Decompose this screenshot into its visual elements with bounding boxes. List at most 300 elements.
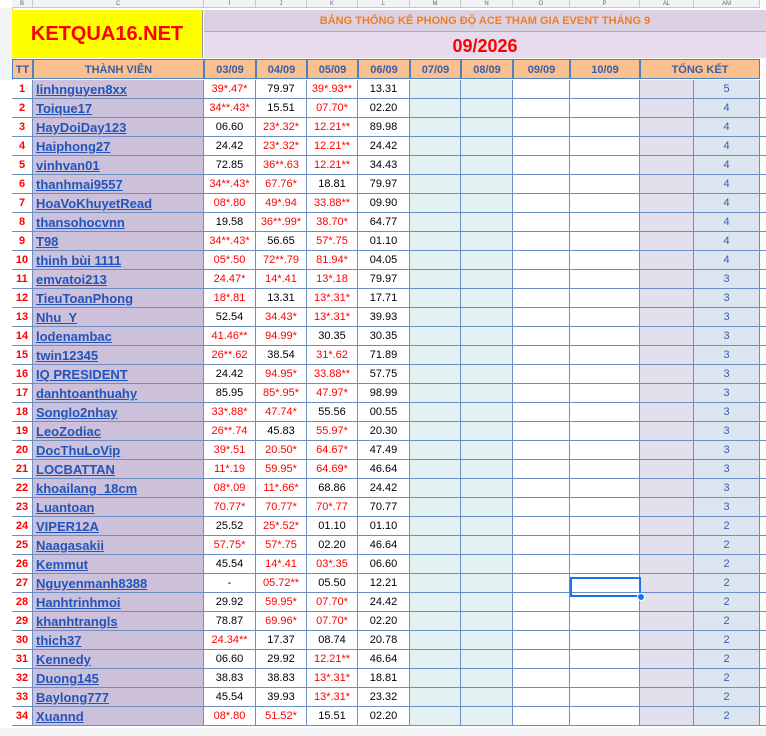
row-number[interactable]: 31 (12, 650, 33, 669)
result-cell[interactable]: 46.64 (358, 650, 410, 669)
result-cell[interactable]: 51.52* (256, 707, 307, 726)
empty-cell[interactable] (410, 688, 461, 707)
empty-cell[interactable] (513, 631, 570, 650)
empty-cell[interactable] (461, 403, 513, 422)
empty-cell[interactable] (461, 346, 513, 365)
result-cell[interactable]: 24.42 (358, 137, 410, 156)
total-spacer-cell[interactable] (640, 574, 694, 593)
empty-cell[interactable] (570, 612, 640, 631)
total-score-cell[interactable]: 4 (694, 194, 760, 213)
empty-cell[interactable] (570, 156, 640, 175)
result-cell[interactable]: 33*.88* (204, 403, 256, 422)
result-cell[interactable]: 24.42 (358, 479, 410, 498)
total-score-cell[interactable]: 4 (694, 213, 760, 232)
empty-cell[interactable] (570, 175, 640, 194)
result-cell[interactable]: 08*.09 (204, 479, 256, 498)
row-number[interactable]: 12 (12, 289, 33, 308)
total-score-cell[interactable]: 2 (694, 707, 760, 726)
total-spacer-cell[interactable] (640, 365, 694, 384)
result-cell[interactable]: 39*.93** (307, 80, 358, 99)
result-cell[interactable]: 46.64 (358, 536, 410, 555)
empty-cell[interactable] (461, 669, 513, 688)
result-cell[interactable]: 36**.99* (256, 213, 307, 232)
empty-cell[interactable] (461, 441, 513, 460)
result-cell[interactable]: 06.60 (204, 650, 256, 669)
result-cell[interactable]: 39*.51 (204, 441, 256, 460)
result-cell[interactable]: 34**.43* (204, 232, 256, 251)
empty-cell[interactable] (570, 441, 640, 460)
empty-cell[interactable] (410, 384, 461, 403)
result-cell[interactable]: 34**.43* (204, 175, 256, 194)
total-score-cell[interactable]: 3 (694, 403, 760, 422)
total-score-cell[interactable]: 3 (694, 479, 760, 498)
result-cell[interactable]: 30.35 (358, 327, 410, 346)
result-cell[interactable]: 64.77 (358, 213, 410, 232)
empty-cell[interactable] (570, 555, 640, 574)
empty-cell[interactable] (513, 175, 570, 194)
header-date[interactable]: 09/09 (513, 59, 570, 79)
row-number[interactable]: 28 (12, 593, 33, 612)
horizontal-scrollbar[interactable] (0, 728, 766, 736)
total-score-cell[interactable]: 2 (694, 688, 760, 707)
empty-cell[interactable] (461, 270, 513, 289)
total-score-cell[interactable]: 2 (694, 669, 760, 688)
result-cell[interactable]: 18*.81 (204, 289, 256, 308)
column-letter[interactable]: P (570, 0, 640, 8)
column-letter[interactable]: O (513, 0, 570, 8)
row-number[interactable]: 13 (12, 308, 33, 327)
result-cell[interactable]: 05.72** (256, 574, 307, 593)
total-score-cell[interactable]: 2 (694, 650, 760, 669)
result-cell[interactable]: 45.54 (204, 688, 256, 707)
header-date[interactable]: 05/09 (307, 59, 358, 79)
member-name-link[interactable]: thanhmai9557 (33, 175, 204, 194)
member-name-link[interactable]: Songlo2nhay (33, 403, 204, 422)
empty-cell[interactable] (570, 517, 640, 536)
result-cell[interactable]: 03*.35 (307, 555, 358, 574)
result-cell[interactable]: 20.78 (358, 631, 410, 650)
total-score-cell[interactable]: 3 (694, 327, 760, 346)
total-score-cell[interactable]: 2 (694, 631, 760, 650)
empty-cell[interactable] (461, 213, 513, 232)
result-cell[interactable]: 02.20 (358, 707, 410, 726)
empty-cell[interactable] (570, 365, 640, 384)
empty-cell[interactable] (410, 118, 461, 137)
row-number[interactable]: 20 (12, 441, 33, 460)
empty-cell[interactable] (410, 137, 461, 156)
empty-cell[interactable] (410, 479, 461, 498)
empty-cell[interactable] (410, 422, 461, 441)
result-cell[interactable]: 70.77* (256, 498, 307, 517)
result-cell[interactable]: 14*.41 (256, 555, 307, 574)
result-cell[interactable]: 12.21 (358, 574, 410, 593)
column-letter[interactable]: AL (640, 0, 694, 8)
empty-cell[interactable] (461, 650, 513, 669)
result-cell[interactable]: 79.97 (358, 175, 410, 194)
member-name-link[interactable]: linhnguyen8xx (33, 80, 204, 99)
result-cell[interactable]: 20.30 (358, 422, 410, 441)
total-spacer-cell[interactable] (640, 403, 694, 422)
result-cell[interactable]: 02.20 (307, 536, 358, 555)
empty-cell[interactable] (410, 175, 461, 194)
empty-cell[interactable] (513, 194, 570, 213)
result-cell[interactable]: 70.77* (204, 498, 256, 517)
total-score-cell[interactable]: 3 (694, 498, 760, 517)
member-name-link[interactable]: Xuannd (33, 707, 204, 726)
result-cell[interactable]: 59.95* (256, 593, 307, 612)
total-spacer-cell[interactable] (640, 251, 694, 270)
result-cell[interactable]: 23.32 (358, 688, 410, 707)
result-cell[interactable]: 24.42 (204, 137, 256, 156)
result-cell[interactable]: 12.21** (307, 650, 358, 669)
row-number[interactable]: 7 (12, 194, 33, 213)
total-spacer-cell[interactable] (640, 479, 694, 498)
total-spacer-cell[interactable] (640, 593, 694, 612)
empty-cell[interactable] (513, 593, 570, 612)
empty-cell[interactable] (461, 612, 513, 631)
result-cell[interactable]: 01.10 (358, 517, 410, 536)
fill-handle[interactable] (637, 593, 645, 601)
empty-cell[interactable] (461, 631, 513, 650)
member-name-link[interactable]: T98 (33, 232, 204, 251)
empty-cell[interactable] (570, 327, 640, 346)
column-letter[interactable]: C (33, 0, 204, 8)
empty-cell[interactable] (570, 669, 640, 688)
empty-cell[interactable] (570, 346, 640, 365)
row-number[interactable]: 17 (12, 384, 33, 403)
row-number[interactable]: 29 (12, 612, 33, 631)
member-name-link[interactable]: VIPER12A (33, 517, 204, 536)
total-score-cell[interactable]: 4 (694, 118, 760, 137)
empty-cell[interactable] (461, 593, 513, 612)
empty-cell[interactable] (461, 99, 513, 118)
header-date[interactable]: 04/09 (256, 59, 307, 79)
column-letter[interactable]: J (256, 0, 307, 8)
result-cell[interactable]: 24.34** (204, 631, 256, 650)
member-name-link[interactable]: DocThuLoVip (33, 441, 204, 460)
total-spacer-cell[interactable] (640, 137, 694, 156)
empty-cell[interactable] (461, 707, 513, 726)
empty-cell[interactable] (513, 384, 570, 403)
member-name-link[interactable]: Kemmut (33, 555, 204, 574)
row-number[interactable]: 30 (12, 631, 33, 650)
total-spacer-cell[interactable] (640, 327, 694, 346)
total-spacer-cell[interactable] (640, 707, 694, 726)
empty-cell[interactable] (513, 308, 570, 327)
member-name-link[interactable]: Naagasakii (33, 536, 204, 555)
result-cell[interactable]: 68.86 (307, 479, 358, 498)
result-cell[interactable]: 45.83 (256, 422, 307, 441)
header-date[interactable]: 10/09 (570, 59, 640, 79)
result-cell[interactable]: 79.97 (256, 80, 307, 99)
empty-cell[interactable] (410, 251, 461, 270)
column-letter[interactable]: M (410, 0, 461, 8)
total-score-cell[interactable]: 3 (694, 346, 760, 365)
empty-cell[interactable] (410, 631, 461, 650)
empty-cell[interactable] (513, 137, 570, 156)
empty-cell[interactable] (513, 460, 570, 479)
row-number[interactable]: 14 (12, 327, 33, 346)
result-cell[interactable]: 55.56 (307, 403, 358, 422)
column-letter[interactable]: AM (694, 0, 760, 8)
result-cell[interactable]: 20.50* (256, 441, 307, 460)
empty-cell[interactable] (410, 555, 461, 574)
result-cell[interactable]: 38.83 (204, 669, 256, 688)
result-cell[interactable]: 94.99* (256, 327, 307, 346)
empty-cell[interactable] (513, 422, 570, 441)
result-cell[interactable]: 38.54 (256, 346, 307, 365)
result-cell[interactable]: 17.71 (358, 289, 410, 308)
row-number[interactable]: 9 (12, 232, 33, 251)
empty-cell[interactable] (570, 251, 640, 270)
result-cell[interactable]: 26**.74 (204, 422, 256, 441)
empty-cell[interactable] (410, 194, 461, 213)
column-letter[interactable]: N (461, 0, 513, 8)
member-name-link[interactable]: Hanhtrinhmoi (33, 593, 204, 612)
row-number[interactable]: 5 (12, 156, 33, 175)
total-spacer-cell[interactable] (640, 384, 694, 403)
row-number[interactable]: 24 (12, 517, 33, 536)
member-name-link[interactable]: emvatoi213 (33, 270, 204, 289)
result-cell[interactable]: 13*.31* (307, 669, 358, 688)
result-cell[interactable]: 81.94* (307, 251, 358, 270)
header-date[interactable]: 03/09 (204, 59, 256, 79)
member-name-link[interactable]: LeoZodiac (33, 422, 204, 441)
empty-cell[interactable] (513, 688, 570, 707)
header-member[interactable]: THÀNH VIÊN (33, 59, 204, 79)
empty-cell[interactable] (461, 232, 513, 251)
header-date[interactable]: 06/09 (358, 59, 410, 79)
empty-cell[interactable] (513, 80, 570, 99)
result-cell[interactable]: 00.55 (358, 403, 410, 422)
total-score-cell[interactable]: 3 (694, 384, 760, 403)
empty-cell[interactable] (513, 536, 570, 555)
result-cell[interactable]: 33.88** (307, 365, 358, 384)
result-cell[interactable]: 25*.52* (256, 517, 307, 536)
empty-cell[interactable] (461, 289, 513, 308)
empty-cell[interactable] (570, 479, 640, 498)
total-spacer-cell[interactable] (640, 422, 694, 441)
member-name-link[interactable]: LOCBATTAN (33, 460, 204, 479)
result-cell[interactable]: 47.97* (307, 384, 358, 403)
result-cell[interactable]: 01.10 (307, 517, 358, 536)
row-number[interactable]: 10 (12, 251, 33, 270)
result-cell[interactable]: 45.54 (204, 555, 256, 574)
empty-cell[interactable] (410, 232, 461, 251)
member-name-link[interactable]: HayDoiDay123 (33, 118, 204, 137)
result-cell[interactable]: 01.10 (358, 232, 410, 251)
empty-cell[interactable] (461, 555, 513, 574)
empty-cell[interactable] (570, 308, 640, 327)
empty-cell[interactable] (461, 118, 513, 137)
empty-cell[interactable] (410, 574, 461, 593)
empty-cell[interactable] (461, 80, 513, 99)
total-spacer-cell[interactable] (640, 194, 694, 213)
result-cell[interactable]: 38.70* (307, 213, 358, 232)
result-cell[interactable]: 11*.66* (256, 479, 307, 498)
result-cell[interactable]: 30.35 (307, 327, 358, 346)
result-cell[interactable]: 57*.75 (256, 536, 307, 555)
result-cell[interactable]: 85*.95* (256, 384, 307, 403)
result-cell[interactable]: 57*.75 (307, 232, 358, 251)
result-cell[interactable]: 71.89 (358, 346, 410, 365)
row-number[interactable]: 32 (12, 669, 33, 688)
result-cell[interactable]: 89.98 (358, 118, 410, 137)
row-number[interactable]: 16 (12, 365, 33, 384)
row-number[interactable]: 1 (12, 80, 33, 99)
row-number[interactable]: 23 (12, 498, 33, 517)
total-spacer-cell[interactable] (640, 517, 694, 536)
result-cell[interactable]: 72.85 (204, 156, 256, 175)
total-spacer-cell[interactable] (640, 213, 694, 232)
empty-cell[interactable] (461, 460, 513, 479)
result-cell[interactable]: 47.74* (256, 403, 307, 422)
result-cell[interactable]: 78.87 (204, 612, 256, 631)
empty-cell[interactable] (410, 536, 461, 555)
result-cell[interactable]: 12.21** (307, 118, 358, 137)
empty-cell[interactable] (570, 232, 640, 251)
result-cell[interactable]: 69.96* (256, 612, 307, 631)
result-cell[interactable]: 39.93 (358, 308, 410, 327)
empty-cell[interactable] (410, 156, 461, 175)
member-name-link[interactable]: thansohocvnn (33, 213, 204, 232)
empty-cell[interactable] (570, 137, 640, 156)
member-name-link[interactable]: twin12345 (33, 346, 204, 365)
row-number[interactable]: 33 (12, 688, 33, 707)
result-cell[interactable]: 06.60 (204, 118, 256, 137)
total-spacer-cell[interactable] (640, 156, 694, 175)
empty-cell[interactable] (570, 536, 640, 555)
row-number[interactable]: 11 (12, 270, 33, 289)
empty-cell[interactable] (461, 137, 513, 156)
member-name-link[interactable]: Toique17 (33, 99, 204, 118)
total-score-cell[interactable]: 2 (694, 536, 760, 555)
total-score-cell[interactable]: 3 (694, 365, 760, 384)
empty-cell[interactable] (461, 251, 513, 270)
row-number[interactable]: 3 (12, 118, 33, 137)
empty-cell[interactable] (513, 650, 570, 669)
empty-cell[interactable] (410, 365, 461, 384)
empty-cell[interactable] (513, 574, 570, 593)
empty-cell[interactable] (513, 156, 570, 175)
total-spacer-cell[interactable] (640, 118, 694, 137)
empty-cell[interactable] (570, 80, 640, 99)
empty-cell[interactable] (461, 384, 513, 403)
empty-cell[interactable] (461, 365, 513, 384)
empty-cell[interactable] (513, 99, 570, 118)
total-spacer-cell[interactable] (640, 536, 694, 555)
empty-cell[interactable] (461, 574, 513, 593)
member-name-link[interactable]: Nhu_Y (33, 308, 204, 327)
result-cell[interactable]: 24.47* (204, 270, 256, 289)
empty-cell[interactable] (410, 612, 461, 631)
result-cell[interactable]: 70.77 (358, 498, 410, 517)
header-date[interactable]: 08/09 (461, 59, 513, 79)
result-cell[interactable]: 13*.31* (307, 688, 358, 707)
empty-cell[interactable] (410, 441, 461, 460)
result-cell[interactable]: 67.76* (256, 175, 307, 194)
result-cell[interactable]: 94.95* (256, 365, 307, 384)
empty-cell[interactable] (570, 118, 640, 137)
total-spacer-cell[interactable] (640, 175, 694, 194)
empty-cell[interactable] (461, 517, 513, 536)
empty-cell[interactable] (410, 346, 461, 365)
row-number[interactable]: 25 (12, 536, 33, 555)
empty-cell[interactable] (513, 498, 570, 517)
member-name-link[interactable]: thich37 (33, 631, 204, 650)
total-spacer-cell[interactable] (640, 631, 694, 650)
total-spacer-cell[interactable] (640, 80, 694, 99)
empty-cell[interactable] (570, 270, 640, 289)
total-spacer-cell[interactable] (640, 460, 694, 479)
empty-cell[interactable] (410, 327, 461, 346)
result-cell[interactable]: 57.75 (358, 365, 410, 384)
result-cell[interactable]: 36**.63 (256, 156, 307, 175)
row-number[interactable]: 6 (12, 175, 33, 194)
column-letter[interactable]: L (358, 0, 410, 8)
result-cell[interactable]: 33.88** (307, 194, 358, 213)
empty-cell[interactable] (410, 270, 461, 289)
total-score-cell[interactable]: 3 (694, 289, 760, 308)
empty-cell[interactable] (570, 403, 640, 422)
empty-cell[interactable] (461, 175, 513, 194)
result-cell[interactable]: 72**.79 (256, 251, 307, 270)
empty-cell[interactable] (410, 460, 461, 479)
empty-cell[interactable] (410, 213, 461, 232)
total-spacer-cell[interactable] (640, 441, 694, 460)
result-cell[interactable]: 13*.18 (307, 270, 358, 289)
empty-cell[interactable] (461, 194, 513, 213)
result-cell[interactable]: 18.81 (358, 669, 410, 688)
total-spacer-cell[interactable] (640, 99, 694, 118)
empty-cell[interactable] (461, 156, 513, 175)
empty-cell[interactable] (513, 707, 570, 726)
empty-cell[interactable] (513, 346, 570, 365)
total-score-cell[interactable]: 4 (694, 99, 760, 118)
empty-cell[interactable] (513, 669, 570, 688)
result-cell[interactable]: 19.58 (204, 213, 256, 232)
result-cell[interactable]: 07.70* (307, 612, 358, 631)
empty-cell[interactable] (513, 289, 570, 308)
result-cell[interactable]: 24.42 (358, 593, 410, 612)
result-cell[interactable]: 98.99 (358, 384, 410, 403)
result-cell[interactable]: 39*.47* (204, 80, 256, 99)
empty-cell[interactable] (513, 441, 570, 460)
result-cell[interactable]: 79.97 (358, 270, 410, 289)
empty-cell[interactable] (513, 232, 570, 251)
empty-cell[interactable] (410, 80, 461, 99)
total-score-cell[interactable]: 3 (694, 270, 760, 289)
empty-cell[interactable] (461, 536, 513, 555)
empty-cell[interactable] (570, 688, 640, 707)
result-cell[interactable]: 18.81 (307, 175, 358, 194)
result-cell[interactable]: 06.60 (358, 555, 410, 574)
result-cell[interactable]: 07.70* (307, 99, 358, 118)
empty-cell[interactable] (461, 308, 513, 327)
header-date[interactable]: 07/09 (410, 59, 461, 79)
empty-cell[interactable] (461, 327, 513, 346)
result-cell[interactable]: 29.92 (204, 593, 256, 612)
result-cell[interactable]: 08.74 (307, 631, 358, 650)
result-cell[interactable]: 57.75* (204, 536, 256, 555)
result-cell[interactable]: 13*.31* (307, 289, 358, 308)
total-score-cell[interactable]: 4 (694, 232, 760, 251)
result-cell[interactable]: 15.51 (256, 99, 307, 118)
member-name-link[interactable]: vinhvan01 (33, 156, 204, 175)
result-cell[interactable]: 23*.32* (256, 137, 307, 156)
empty-cell[interactable] (513, 612, 570, 631)
empty-cell[interactable] (570, 289, 640, 308)
